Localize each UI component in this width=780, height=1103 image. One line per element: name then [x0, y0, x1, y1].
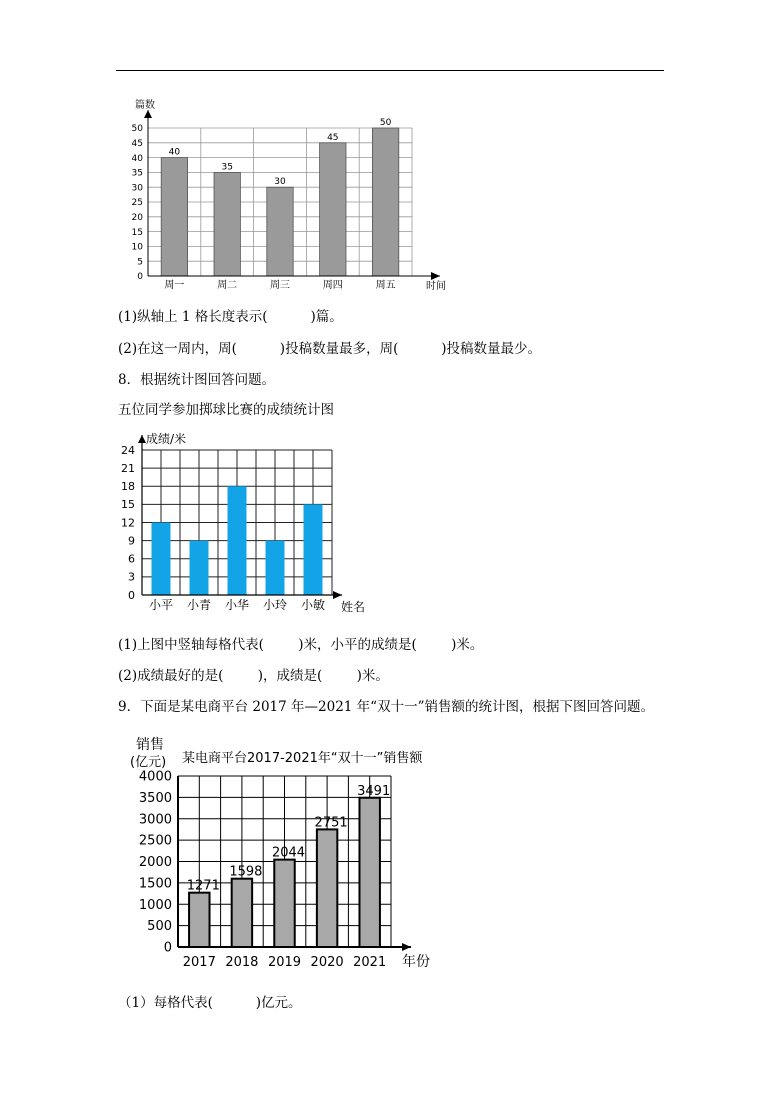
data-label: 50 — [379, 118, 392, 128]
x-axis-title: 姓名 — [341, 600, 366, 614]
x-tick-label: 周五 — [375, 280, 396, 291]
y-tick-label: 18 — [121, 480, 135, 494]
bar — [317, 829, 337, 947]
data-label: 40 — [168, 147, 181, 158]
data-label: 3491 — [357, 783, 391, 799]
q7-part2: (2)在这一周内，周( )投稿数量最多，周( )投稿数量最少。 — [118, 341, 542, 357]
bar — [189, 893, 209, 947]
y-tick-label: 25 — [131, 198, 143, 209]
x-tick-label: 小玲 — [262, 598, 288, 612]
y-tick-label: 9 — [128, 534, 135, 548]
y-tick-label: 0 — [137, 272, 143, 283]
q8-part2: (2)成绩最好的是( )，成绩是( )米。 — [118, 668, 389, 684]
y-tick-label: 2000 — [138, 855, 172, 871]
bar — [232, 879, 252, 947]
data-label: 2751 — [314, 815, 348, 831]
q7-part1: (1)纵轴上 1 格长度表示( )篇。 — [118, 309, 343, 325]
x-tick-label: 周二 — [217, 280, 238, 291]
y-tick-label: 6 — [128, 552, 135, 566]
y-tick-label: 4000 — [138, 769, 172, 785]
y-axis-title: 篇数 — [135, 100, 155, 111]
y-tick-label: 3 — [128, 570, 135, 584]
q8-caption: 五位同学参加掷球比赛的成绩统计图 — [118, 402, 334, 418]
q8-part1: (1)上图中竖轴每格代表( )米，小平的成绩是( )米。 — [118, 637, 484, 653]
y-tick-label: 30 — [131, 183, 143, 194]
y-tick-label: 3000 — [138, 812, 172, 828]
y-tick-label: 2500 — [138, 833, 172, 849]
x-axis-title: 时间 — [426, 281, 446, 292]
y-tick-label: 500 — [147, 919, 172, 935]
y-tick-label: 12 — [121, 516, 135, 530]
x-tick-label: 2017 — [182, 955, 216, 970]
x-tick-label: 周四 — [322, 280, 343, 291]
data-label: 35 — [221, 162, 233, 173]
y-tick-label: 15 — [121, 498, 135, 512]
y-tick-label: 0 — [128, 588, 135, 602]
bar — [274, 860, 294, 947]
y-axis-title-line1: 销售 — [136, 737, 164, 753]
x-tick-label: 小敏 — [300, 598, 326, 612]
y-tick-label: 1000 — [138, 897, 172, 913]
x-tick-label: 2021 — [353, 955, 387, 970]
q8-title: 8．根据统计图回答问题。 — [118, 372, 276, 388]
y-tick-label: 35 — [131, 168, 143, 179]
y-tick-label: 5 — [137, 257, 143, 268]
y-tick-label: 20 — [131, 212, 143, 223]
data-label: 30 — [274, 177, 286, 188]
y-axis-title-line2: (亿元) — [130, 755, 167, 770]
bar — [359, 798, 379, 947]
data-label: 1271 — [186, 878, 220, 894]
y-tick-label: 50 — [131, 124, 143, 135]
y-tick-label: 1500 — [138, 876, 172, 892]
y-tick-label: 3500 — [138, 790, 172, 806]
x-tick-label: 周三 — [270, 280, 290, 291]
y-tick-label: 15 — [131, 227, 143, 238]
x-tick-label: 2019 — [267, 955, 302, 970]
y-tick-label: 24 — [121, 443, 135, 457]
q9-title: 9．下面是某电商平台 2017 年—2021 年“双十一”销售额的统计图，根据下图回答问题。 — [118, 699, 654, 715]
x-axis-arrow — [402, 943, 411, 951]
y-tick-label: 21 — [121, 461, 135, 475]
x-tick-label: 周一 — [164, 280, 185, 291]
x-tick-label: 小平 — [148, 598, 174, 612]
x-axis-title: 年份 — [402, 954, 430, 970]
y-tick-label: 0 — [163, 940, 172, 956]
data-label: 2044 — [271, 845, 306, 861]
data-label: 1598 — [229, 864, 263, 880]
q9-part1: （1）每格代表( )亿元。 — [118, 995, 302, 1011]
x-tick-label: 2018 — [225, 955, 259, 970]
data-label: 45 — [327, 132, 339, 143]
x-tick-label: 小青 — [186, 598, 212, 612]
y-axis-title: 成绩/米 — [146, 432, 187, 446]
chart-title: 某电商平台2017-2021年“双十一”销售额 — [182, 751, 423, 766]
x-tick-label: 2020 — [310, 955, 344, 970]
y-tick-label: 45 — [131, 138, 143, 149]
x-tick-label: 小华 — [224, 598, 250, 612]
y-tick-label: 10 — [131, 242, 143, 253]
y-tick-label: 40 — [131, 153, 143, 164]
